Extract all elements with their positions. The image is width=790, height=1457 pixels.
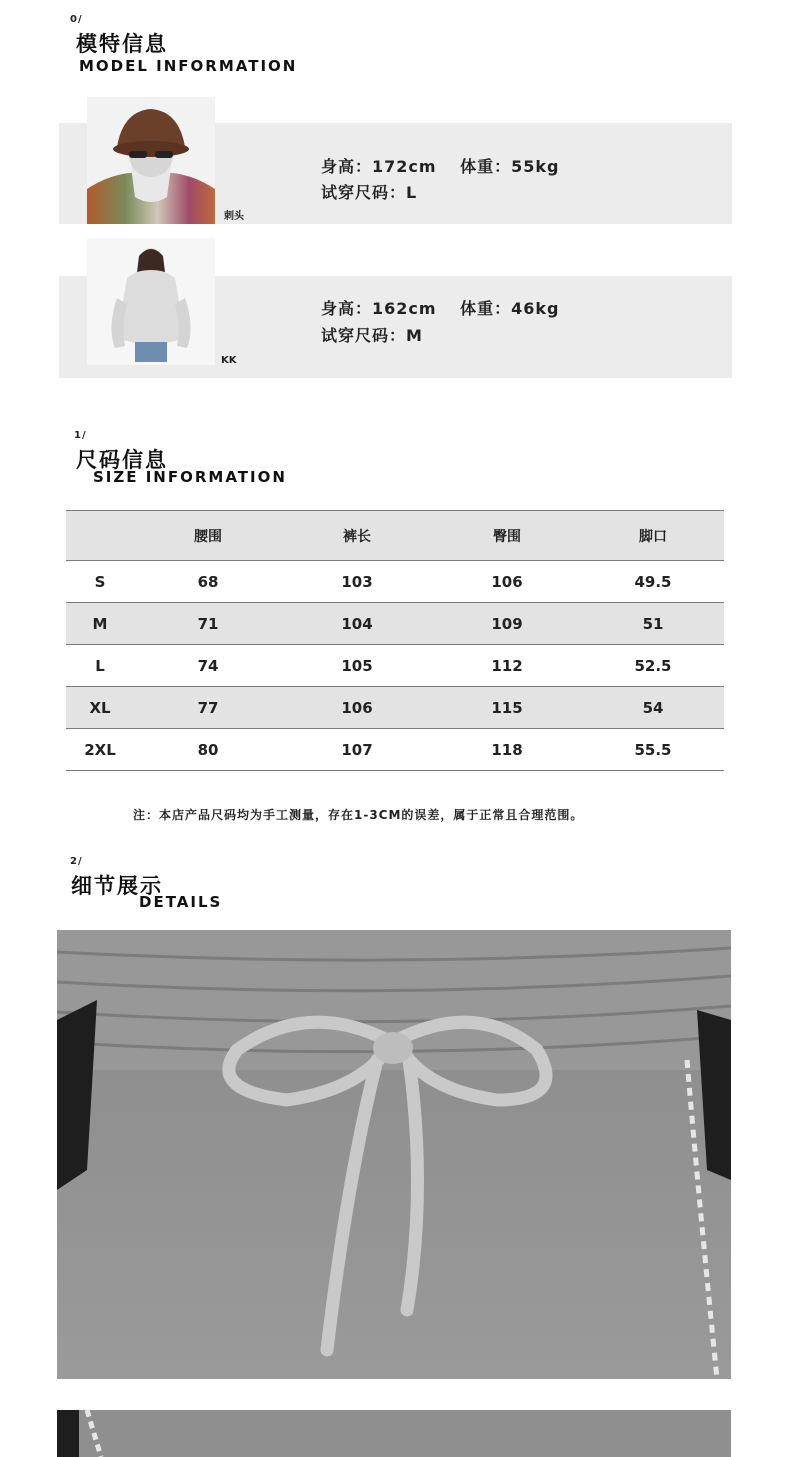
model-try-size: 试穿尺码：M — [321, 326, 423, 345]
table-cell: 105 — [282, 645, 432, 687]
table-cell: 103 — [282, 561, 432, 603]
table-cell: 106 — [432, 561, 582, 603]
header-cell: 裤长 — [282, 511, 432, 561]
table-cell: 55.5 — [582, 729, 724, 771]
table-cell: 106 — [282, 687, 432, 729]
table-row — [66, 687, 724, 729]
section-title-cn: 模特信息 — [76, 32, 168, 56]
table-cell: 77 — [134, 687, 282, 729]
table-cell: 68 — [134, 561, 282, 603]
size-label: 2XL — [66, 729, 134, 771]
size-label: S — [66, 561, 134, 603]
model-name: 刺头 — [224, 211, 244, 222]
table-cell: 104 — [282, 603, 432, 645]
table-cell: 51 — [582, 603, 724, 645]
size-label: XL — [66, 687, 134, 729]
detail-photo-waistband — [57, 930, 731, 1379]
header-cell — [66, 511, 134, 561]
size-note: 注：本店产品尺码均为手工测量，存在1-3CM的误差，属于正常且合理范围。 — [133, 808, 584, 822]
section-title-cn: 尺码信息 — [76, 448, 168, 472]
section-number: 1/ — [74, 430, 87, 441]
table-row — [66, 729, 724, 771]
section-title-en: DETAILS — [139, 893, 223, 911]
table-cell: 49.5 — [582, 561, 724, 603]
section-title-cn: 细节展示 — [71, 874, 163, 898]
size-label: L — [66, 645, 134, 687]
model-measurements: 身高：172cm 体重：55kg — [321, 157, 560, 176]
table-cell: 74 — [134, 645, 282, 687]
table-row — [66, 645, 724, 687]
header-cell: 脚口 — [582, 511, 724, 561]
model-photo — [87, 97, 215, 224]
size-label: M — [66, 603, 134, 645]
section-number: 0/ — [70, 14, 83, 25]
model-name: KK — [221, 355, 237, 366]
table-cell: 71 — [134, 603, 282, 645]
table-cell: 54 — [582, 687, 724, 729]
table-cell: 109 — [432, 603, 582, 645]
table-cell: 52.5 — [582, 645, 724, 687]
section-title-en: SIZE INFORMATION — [93, 468, 287, 486]
table-row — [66, 561, 724, 603]
size-table-header-row — [66, 511, 724, 561]
table-cell: 112 — [432, 645, 582, 687]
table-cell: 118 — [432, 729, 582, 771]
section-title-en: MODEL INFORMATION — [79, 57, 298, 75]
model-measurements: 身高：162cm 体重：46kg — [321, 299, 560, 318]
table-cell: 107 — [282, 729, 432, 771]
model-try-size: 试穿尺码：L — [321, 183, 418, 202]
table-cell: 80 — [134, 729, 282, 771]
table-cell: 115 — [432, 687, 582, 729]
header-cell: 腰围 — [134, 511, 282, 561]
detail-photo-pocket — [57, 1410, 731, 1457]
section-number: 2/ — [70, 856, 83, 867]
model-photo — [87, 238, 215, 365]
header-cell: 臀围 — [432, 511, 582, 561]
size-table — [66, 510, 724, 771]
table-row — [66, 603, 724, 645]
